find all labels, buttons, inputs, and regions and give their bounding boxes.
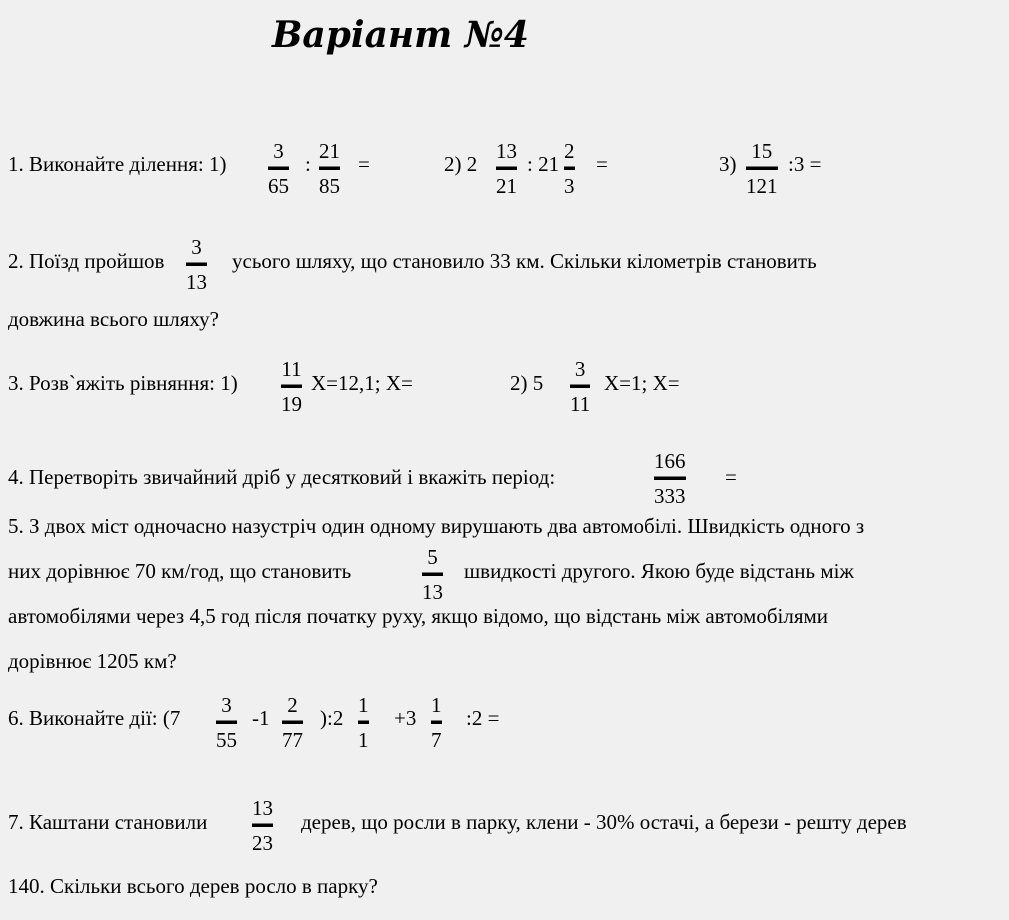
q6-fraction-4 (431, 692, 442, 753)
denominator: 65 (268, 174, 289, 198)
denominator: 13 (422, 580, 443, 604)
q7-prefix: 7. Каштани становили (8, 810, 208, 834)
q6-op-1: -1 (252, 706, 270, 730)
q1-part3-suffix: :3 = (788, 152, 822, 176)
q4-fraction-1 (654, 448, 686, 509)
q3-mid: X=12,1; X= (311, 371, 413, 395)
q7-line2: 140. Скільки всього дерев росло в парку? (8, 874, 378, 898)
fraction-bar (422, 572, 443, 576)
fraction-bar (496, 166, 517, 170)
q6-op-3: +3 (394, 706, 417, 730)
numerator: 15 (751, 139, 773, 163)
numerator: 13 (496, 139, 517, 163)
fraction-bar (281, 384, 302, 388)
q6-suffix: :2 = (466, 706, 500, 730)
denominator: 11 (570, 392, 591, 416)
fraction-bar (319, 166, 340, 170)
page-title: Варіант №4 (272, 14, 529, 56)
fraction-bar (564, 166, 575, 170)
q3-fraction-2 (570, 356, 590, 417)
q1-part3-prefix: 3) (719, 152, 737, 176)
fraction-bar (358, 720, 369, 724)
numerator: 3 (574, 357, 586, 381)
q6-fraction-1 (216, 692, 237, 753)
q6-fraction-2 (282, 692, 303, 753)
numerator: 3 (221, 693, 232, 717)
q1-fraction-2 (319, 138, 340, 199)
numerator: 1 (358, 693, 369, 717)
q1-colon: : (305, 152, 311, 176)
q6-fraction-3 (358, 692, 369, 753)
numerator: 13 (252, 796, 273, 820)
q6-prefix: 6. Виконайте дії: (7 (8, 706, 181, 730)
denominator: 333 (654, 484, 686, 508)
q2-prefix: 2. Поїзд пройшов (8, 249, 165, 273)
q4-suffix: = (725, 465, 737, 489)
numerator: 2 (287, 693, 298, 717)
q2-fraction-1 (186, 234, 207, 295)
q5-line3: автомобілями через 4,5 год після початку руху, якщо відомо, що відстань між автомобілями (8, 604, 829, 628)
q1-equals-2: = (596, 152, 608, 176)
fraction-bar (186, 262, 207, 266)
q3-prefix: 3. Розв`яжіть рівняння: 1) (8, 371, 238, 395)
q2-suffix: усього шляху, що становило 33 км. Скільки кілометрів становить (232, 249, 817, 273)
numerator: 1 (431, 693, 442, 717)
fraction-bar (216, 720, 237, 724)
denominator: 7 (431, 728, 442, 752)
q3-part2-suffix: X=1; X= (604, 371, 680, 395)
q5-fraction-1 (422, 544, 443, 605)
denominator: 23 (252, 831, 273, 855)
fraction-bar (252, 823, 273, 827)
q5-line2-prefix: них дорівнює 70 км/год, що становить (8, 559, 352, 583)
denominator: 77 (282, 728, 303, 752)
q1-equals: = (358, 152, 370, 176)
numerator: 11 (281, 357, 302, 381)
numerator: 21 (319, 139, 340, 163)
numerator: 5 (427, 545, 438, 569)
q4-prefix: 4. Перетворіть звичайний дріб у десятковий і вкажіть період: (8, 465, 556, 489)
q1-fraction-5 (746, 138, 778, 199)
q5-line1: 5. З двох міст одночасно назустріч один одному вирушають два автомобілі. Швидкість одного з (8, 514, 865, 538)
fraction-bar (431, 720, 442, 724)
denominator: 85 (319, 174, 340, 198)
numerator: 3 (273, 139, 284, 163)
q5-line4: дорівнює 1205 км? (8, 649, 177, 673)
fraction-bar (654, 476, 686, 480)
q7-fraction-1 (252, 795, 273, 856)
numerator: 3 (191, 235, 202, 259)
q1-part2-mid: : 21 (527, 152, 560, 176)
q5-line2-suffix: швидкості другого. Якою буде відстань між (464, 559, 854, 583)
denominator: 55 (216, 728, 237, 752)
denominator: 19 (281, 392, 302, 416)
q1-part2-prefix: 2) 2 (444, 152, 478, 176)
q2-line2: довжина всього шляху? (8, 307, 219, 331)
fraction-bar (282, 720, 303, 724)
q1-fraction-1 (268, 138, 289, 199)
q1-fraction-3 (496, 138, 517, 199)
denominator: 21 (496, 174, 517, 198)
denominator: 13 (186, 270, 207, 294)
fraction-bar (746, 166, 778, 170)
denominator: 121 (746, 174, 778, 198)
q1-prefix: 1. Виконайте ділення: 1) (8, 152, 227, 176)
numerator: 166 (654, 449, 686, 473)
denominator: 1 (358, 728, 369, 752)
fraction-bar (570, 384, 590, 388)
q6-op-2: ):2 (320, 706, 344, 730)
q3-fraction-1 (281, 356, 302, 417)
denominator: 3 (564, 174, 575, 198)
fraction-bar (268, 166, 289, 170)
numerator: 2 (564, 139, 575, 163)
q7-suffix: дерев, що росли в парку, клени - 30% остачі, а берези - решту дерев (301, 810, 907, 834)
q1-fraction-4 (564, 138, 575, 199)
q3-part2-prefix: 2) 5 (510, 371, 544, 395)
